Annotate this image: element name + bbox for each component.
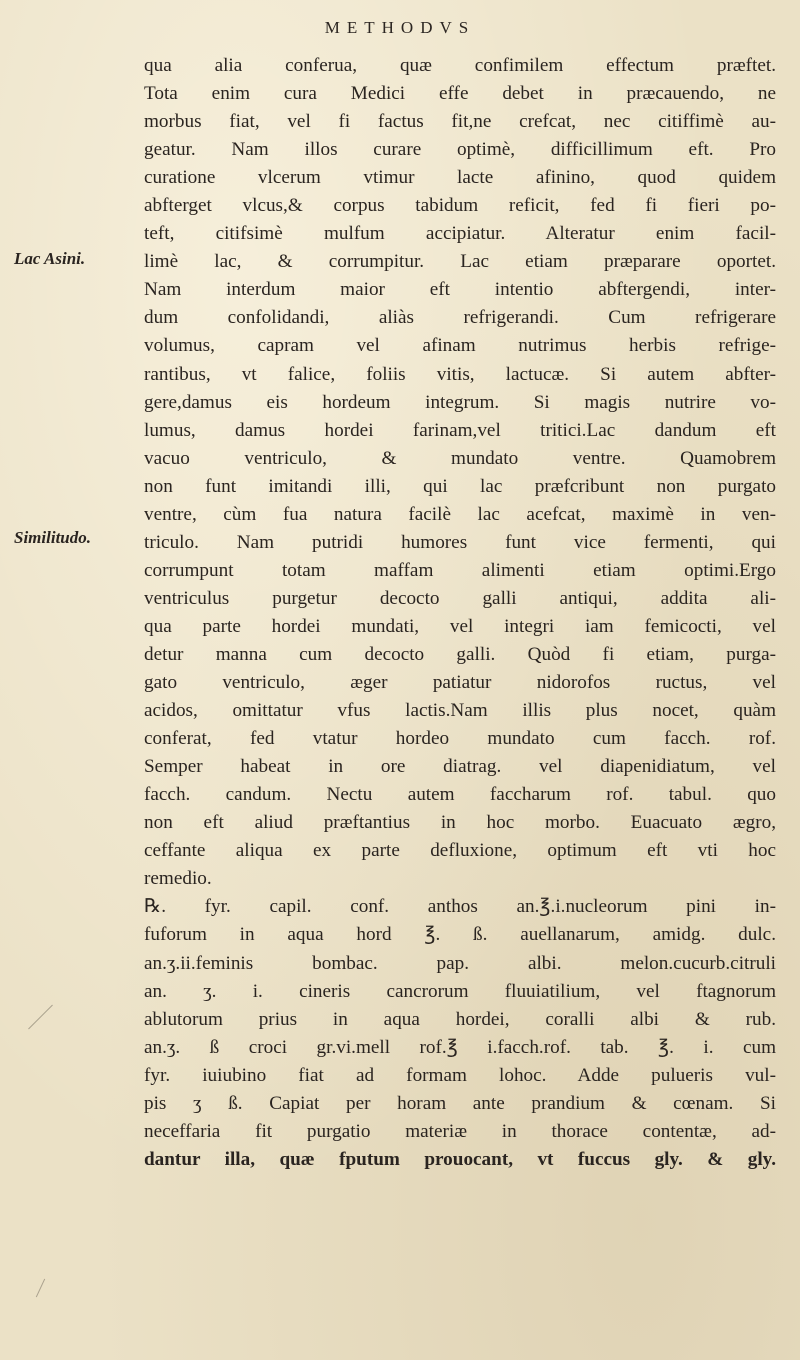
text-line: detur manna cum decocto galli. Quòd fi etiam, purga- — [144, 643, 776, 665]
text-line: vacuo ventriculo, & mundato ventre. Quamobrem — [144, 447, 776, 469]
recipe-line: dantur illa, quæ fputum prouocant, vt fuccus gly. & gly. — [144, 1148, 776, 1170]
recipe-line: fyr. iuiubino fiat ad formam lohoc. Adde pulueris vul- — [144, 1064, 776, 1086]
text-line: non funt imitandi illi, qui lac præfcribunt non purgato — [144, 475, 776, 497]
text-line: corrumpunt totam maffam alimenti etiam optimi.Ergo — [144, 559, 776, 581]
text-line: ventriculus purgetur decocto galli antiqui, addita ali- — [144, 587, 776, 609]
text-line: ceffante aliqua ex parte defluxione, optimum eft vti hoc — [144, 840, 776, 862]
text-line: rantibus, vt falice, foliis vitis, lactucæ. Si autem abfter- — [144, 363, 776, 385]
recipe-line: neceffaria fit purgatio materiæ in thorace contentæ, ad- — [144, 1120, 776, 1142]
recipe-line: pis ʒ ß. Capiat per horam ante prandium & cœnam. Si — [144, 1092, 776, 1114]
text-line: acidos, omittatur vfus lactis.Nam illis plus nocet, quàm — [144, 700, 776, 722]
text-line: teft, citifsimè mulfum accipiatur. Alteratur enim facil- — [144, 223, 776, 245]
running-head: METHODVS — [324, 18, 476, 37]
recipe-line: an.ʒ.ii.feminis bombac. pap. albi. melon.cucurb.citruli — [144, 952, 776, 974]
text-line: Tota enim cura Medici effe debet in præcauendo, ne — [144, 83, 776, 105]
recipe-line: an. ʒ. i. cineris cancrorum fluuiatilium, vel ftagnorum — [144, 980, 776, 1002]
body-text — [144, 52, 776, 1174]
text-line: Nam interdum maior eft intentio abftergendi, inter- — [144, 279, 776, 301]
text-line: volumus, capram vel afinam nutrimus herbis refrige- — [144, 335, 776, 357]
text-line: facch. candum. Nectu autem faccharum rof. tabul. quo — [144, 784, 776, 806]
text-line: non eft aliud præftantius in hoc morbo. Euacuato ægro, — [144, 812, 776, 834]
text-line: abfterget vlcus,& corpus tabidum reficit, fed fi fieri po- — [144, 195, 776, 217]
text-line: conferat, fed vtatur hordeo mundato cum facch. rof. — [144, 728, 776, 750]
recipe-line: ablutorum prius in aqua hordei, coralli albi & rub. — [144, 1008, 776, 1030]
text-line: lumus, damus hordei farinam,vel tritici.Lac dandum eft — [144, 419, 776, 441]
text-line: morbus fiat, vel fi factus fit,ne crefcat, nec citiffimè au- — [144, 111, 776, 133]
text-line: Semper habeat in ore diatrag. vel diapenidiatum, vel — [144, 756, 776, 778]
margin-note-lac-asini: Lac Asini. — [14, 249, 86, 268]
text-line: qua alia conferua, quæ confimilem effectum præftet. — [144, 55, 776, 76]
text-line: qua parte hordei mundati, vel integri iam femicocti, vel — [144, 615, 776, 637]
text-line: gere,damus eis hordeum integrum. Si magis nutrire vo- — [144, 391, 776, 413]
pencil-mark — [36, 1279, 45, 1298]
text-line: limè lac, & corrumpitur. Lac etiam præparare oportet. — [144, 251, 776, 273]
text-line: triculo. Nam putridi humores funt vice fermenti, qui — [144, 531, 776, 553]
text-line: dum confolidandi, aliàs refrigerandi. Cum refrigerare — [144, 307, 776, 329]
recipe-line: an.ʒ. ß croci gr.vi.mell rof.℥ i.facch.rof. tab. ℥. i. cum — [144, 1036, 776, 1058]
margin-note-similitudo: Similitudo. — [14, 528, 91, 547]
text-line: ventre, cùm fua natura facilè lac acefcat, maximè in ven- — [144, 503, 776, 525]
recipe-line: fuforum in aqua hord ℥. ß. auellanarum, amidg. dulc. — [144, 924, 776, 946]
text-line: gato ventriculo, æger patiatur nidorofos ructus, vel — [144, 672, 776, 694]
text-line: geatur. Nam illos curare optimè, difficillimum eft. Pro — [144, 139, 776, 161]
recipe-line: ℞. fyr. capil. conf. anthos an.℥.i.nucleorum pini in- — [144, 896, 776, 918]
text-line: curatione vlcerum vtimur lacte afinino, quod quidem — [144, 167, 776, 189]
pencil-mark — [28, 1005, 53, 1030]
text-line: remedio. — [144, 868, 212, 890]
